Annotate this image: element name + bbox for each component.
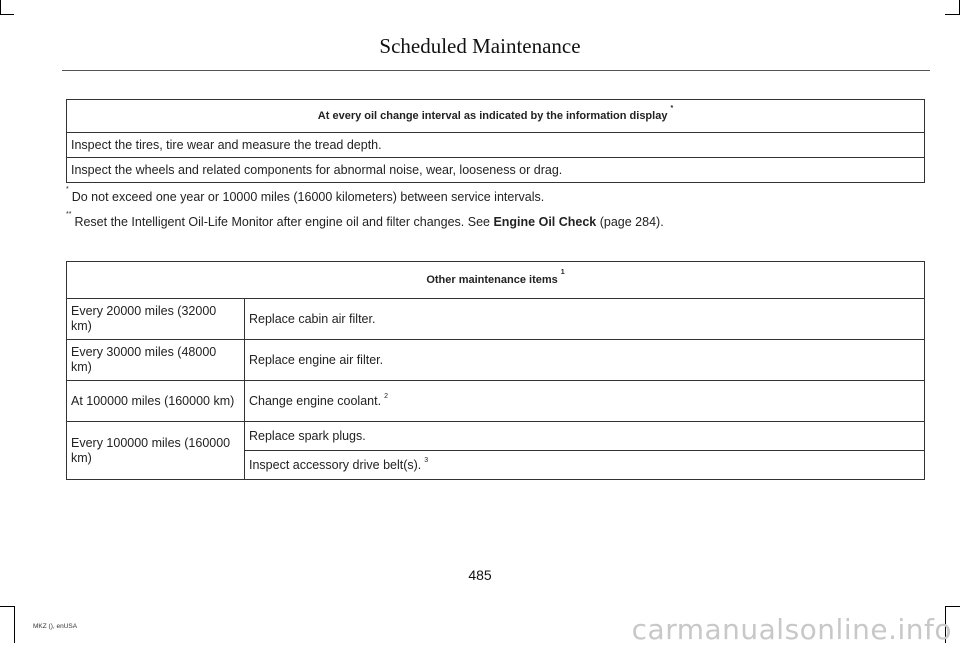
footnote-text: Do not exceed one year or 10000 miles (16000 kilometers) between service intervals.: [71, 190, 545, 204]
task-text: Replace engine air filter.: [249, 352, 384, 367]
interval-cell: At 100000 miles (160000 km): [67, 381, 245, 422]
footnote-marker: 3: [424, 456, 429, 464]
page-number: 485: [468, 567, 492, 583]
table-row: [67, 381, 925, 422]
footnote-2: [66, 211, 664, 229]
table-row: Inspect the wheels and related components for abnormal noise, wear, looseness or drag.: [67, 158, 925, 183]
task-cell: [245, 422, 925, 451]
watermark: carmanualsonline.info: [631, 613, 952, 646]
table-row: [67, 340, 925, 381]
oil-change-table: [66, 99, 925, 183]
task-cell: [245, 451, 925, 480]
crop-mark: [14, 606, 15, 643]
crop-mark: [945, 14, 960, 15]
table-row: [67, 422, 925, 451]
oil-change-table-heading: [67, 100, 925, 133]
footnote-marker: *: [66, 186, 69, 193]
engine-oil-check-link[interactable]: Engine Oil Check: [493, 215, 597, 229]
header-rule: [62, 70, 930, 71]
crop-mark: [945, 606, 960, 607]
task-text: Change engine coolant.: [249, 393, 382, 408]
page-title: Scheduled Maintenance: [379, 34, 581, 58]
footnote-1: [66, 186, 545, 204]
interval-cell: Every 100000 miles (160000 km): [67, 422, 245, 480]
task-text: Replace cabin air filter.: [249, 311, 376, 326]
footnote-text: Reset the Intelligent Oil-Life Monitor after engine oil and filter changes. See: [74, 215, 494, 229]
interval-cell: Every 30000 miles (48000 km): [67, 340, 245, 381]
heading-text: Other maintenance items: [426, 274, 558, 286]
footnote-marker: 2: [384, 392, 388, 400]
table-row: Inspect the tires, tire wear and measure the tread depth.: [67, 133, 925, 158]
task-cell: [245, 299, 925, 340]
other-maintenance-heading: [67, 262, 925, 299]
task-text: Inspect accessory drive belt(s).: [249, 457, 422, 472]
task-cell: [245, 340, 925, 381]
task-text: Replace spark plugs.: [249, 428, 366, 443]
footnote-marker: **: [66, 211, 72, 218]
footnote-suffix: (page 284).: [596, 215, 664, 229]
table-row: [67, 299, 925, 340]
footnote-marker: *: [670, 105, 674, 112]
interval-cell: Every 20000 miles (32000 km): [67, 299, 245, 340]
document-code: MKZ (), enUSA: [33, 623, 78, 630]
crop-mark: [0, 606, 14, 607]
task-cell: [245, 381, 925, 422]
crop-mark: [0, 14, 14, 15]
crop-mark: [0, 0, 1, 14]
heading-text: At every oil change interval as indicated by the information display: [317, 110, 668, 122]
footnote-marker: 1: [560, 269, 565, 276]
other-maintenance-table: [66, 261, 925, 480]
